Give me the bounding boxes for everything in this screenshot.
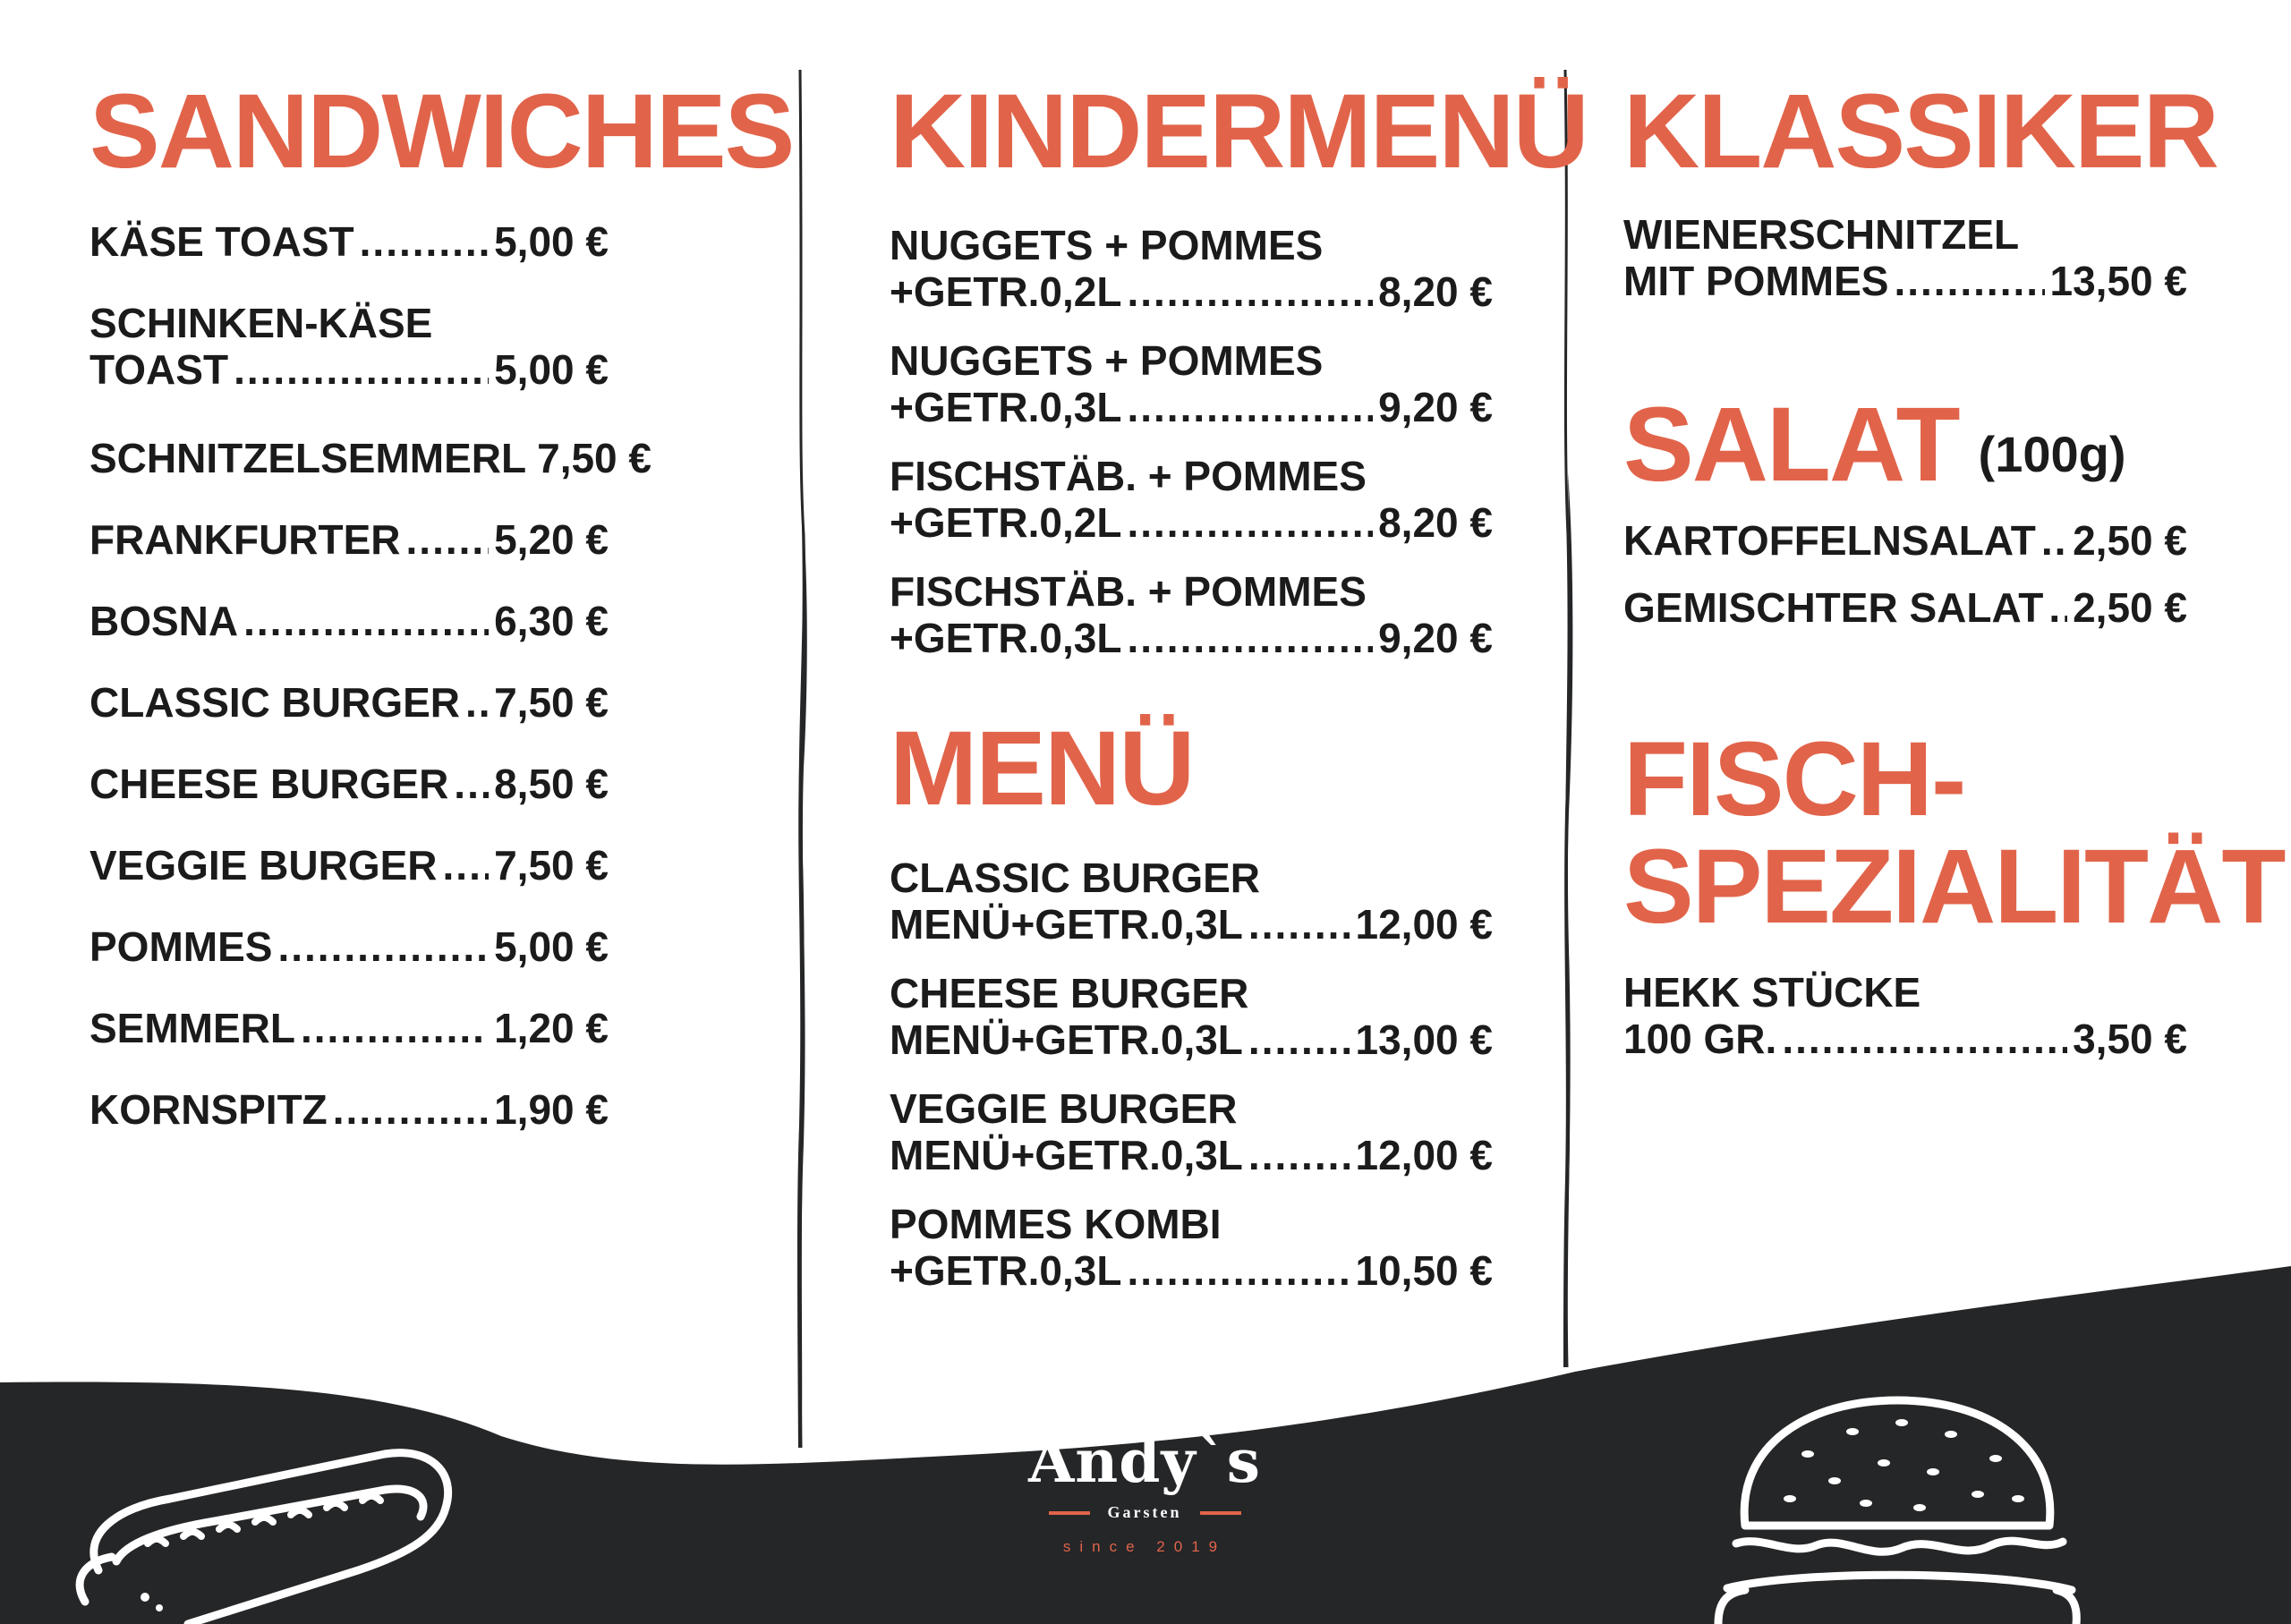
item-price: 5,00 € (494, 923, 609, 970)
menu-item-line (89, 923, 609, 970)
item-name: FRANKFURTER (89, 516, 401, 563)
leader-dots (1127, 384, 1373, 430)
menu-item-line (89, 842, 609, 889)
item-name: NUGGETS + POMMES (890, 222, 1324, 268)
leader-dots (234, 346, 489, 393)
item-name: TOAST (89, 346, 229, 393)
item-name: MIT POMMES (1623, 258, 1889, 304)
menu-item-line (89, 1005, 609, 1051)
item-price: 5,00 € (494, 218, 609, 265)
menu-item-line (890, 855, 1493, 901)
item-name: NUGGETS + POMMES (890, 337, 1324, 384)
menu-item-line (890, 1247, 1493, 1294)
menu-item (890, 222, 1493, 315)
menu-item-line (890, 615, 1493, 661)
fisch-title-line2: SPEZIALITÄT (1623, 828, 2285, 946)
item-name: KARTOFFELNSALAT (1623, 517, 2036, 564)
logo-since: since 2019 (1062, 1538, 1227, 1555)
menu-item (890, 855, 1493, 948)
menu-item (89, 842, 609, 889)
menu-item (1623, 211, 2187, 304)
logo-bar-left (1049, 1511, 1090, 1515)
menu-item (89, 598, 609, 644)
menu-item (89, 1086, 609, 1133)
fisch-title-line1: FISCH- (1623, 720, 1965, 838)
hotdog-icon (63, 1436, 456, 1624)
menu-item-line (890, 1132, 1493, 1178)
salat-title-text: SALAT (1623, 386, 1959, 504)
item-price: 8,50 € (494, 761, 609, 807)
item-price: 5,20 € (494, 516, 609, 563)
leader-dots (465, 679, 489, 726)
logo-location-row (1015, 1503, 1274, 1522)
menu-item-line (890, 384, 1493, 430)
menu-item (89, 435, 652, 481)
menu-item-line (890, 222, 1493, 268)
menu-item (89, 516, 609, 563)
item-name: VEGGIE BURGER (89, 842, 438, 889)
menu-item-line (89, 346, 609, 393)
menu-item (890, 1085, 1493, 1178)
item-name: HEKK STÜCKE (1623, 969, 1921, 1016)
andys-logo (1015, 1426, 1274, 1556)
leader-dots (301, 1005, 489, 1051)
item-price: 6,30 € (494, 598, 609, 644)
item-price: 2,50 € (2073, 517, 2187, 564)
item-price: 7,50 € (537, 435, 652, 481)
leader-dots (1782, 1016, 2067, 1062)
item-price: 9,20 € (1378, 384, 1493, 430)
menu-item-line (89, 435, 652, 481)
item-price: 3,50 € (2073, 1016, 2187, 1062)
item-name: SCHINKEN-KÄSE (89, 300, 433, 346)
item-price: 5,00 € (494, 346, 609, 393)
item-name: MENÜ+GETR.0,3L (890, 1016, 1243, 1063)
item-price: 1,90 € (494, 1086, 609, 1133)
leader-dots (1248, 1016, 1350, 1063)
menu-item-line (1623, 258, 2187, 304)
menu-item-line (1623, 211, 2187, 258)
leader-dots (454, 761, 489, 807)
item-price: 2,50 € (2073, 584, 2187, 631)
salat-title-suffix: (100g) (1978, 426, 2126, 482)
kindermenu-title: KINDERMENÜ (890, 72, 1588, 191)
menu-item-line (1623, 517, 2187, 564)
item-name: GEMISCHTER SALAT (1623, 584, 2044, 631)
klassiker-title: KLASSIKER (1623, 72, 2218, 191)
menu-item-line (89, 679, 609, 726)
menu-item (89, 300, 609, 393)
menu-item (89, 218, 609, 265)
item-price: 13,00 € (1355, 1016, 1493, 1063)
item-name: MENÜ+GETR.0,3L (890, 901, 1243, 948)
menu-item (1623, 584, 2187, 631)
leader-dots (1894, 258, 2044, 304)
item-name: KÄSE TOAST (89, 218, 354, 265)
item-name: CLASSIC BURGER (890, 855, 1261, 901)
item-name: BOSNA (89, 598, 239, 644)
item-price: 1,20 € (494, 1005, 609, 1051)
menu-item (89, 1005, 609, 1051)
item-name: VEGGIE BURGER (890, 1085, 1238, 1132)
menu-item-line (890, 453, 1493, 499)
item-name: WIENERSCHNITZEL (1623, 211, 2020, 258)
item-name: MENÜ+GETR.0,3L (890, 1132, 1243, 1178)
item-name: FISCHSTÄB. + POMMES (890, 568, 1367, 615)
menu-item (890, 568, 1493, 661)
salat-title (1623, 386, 2126, 504)
menu-item-line (89, 1086, 609, 1133)
logo-name: Andy`s (1028, 1426, 1261, 1496)
item-name: +GETR.0,3L (890, 1247, 1122, 1294)
item-name: CHEESE BURGER (89, 761, 449, 807)
menu-item-line (890, 568, 1493, 615)
menu-title: MENÜ (890, 710, 1194, 828)
leader-dots (243, 598, 489, 644)
menu-item-line (890, 901, 1493, 948)
item-name: SEMMERL (89, 1005, 295, 1051)
item-name: POMMES (89, 923, 273, 970)
menu-item-line (89, 598, 609, 644)
menu-item (890, 337, 1493, 430)
menu-item (1623, 517, 2187, 564)
item-price: 12,00 € (1355, 1132, 1493, 1178)
leader-dots (1127, 268, 1373, 315)
menu-item-line (1623, 584, 2187, 631)
item-name: +GETR.0,3L (890, 384, 1122, 430)
leader-dots (333, 1086, 489, 1133)
leader-dots (1127, 499, 1373, 546)
menu-item (890, 970, 1493, 1063)
item-price: 10,50 € (1355, 1247, 1493, 1294)
menu-item-line (89, 516, 609, 563)
item-name: +GETR.0,3L (890, 615, 1122, 661)
item-name: KORNSPITZ (89, 1086, 328, 1133)
menu-item-line (890, 970, 1493, 1016)
sandwiches-title: SANDWICHES (89, 72, 794, 191)
item-name: POMMES KOMBI (890, 1201, 1222, 1247)
item-price: 7,50 € (494, 842, 609, 889)
menu-item-line (89, 218, 609, 265)
item-name: CLASSIC BURGER (89, 679, 461, 726)
item-name: +GETR.0,2L (890, 268, 1122, 315)
menu-item-line (890, 337, 1493, 384)
item-name: 100 GR. (1623, 1016, 1777, 1062)
item-price: 7,50 € (494, 679, 609, 726)
menu-item (89, 679, 609, 726)
leader-dots (2048, 584, 2067, 631)
item-price: 8,20 € (1378, 268, 1493, 315)
leader-dots (1248, 901, 1350, 948)
menu-item-line (89, 300, 609, 346)
item-name: SCHNITZELSEMMERL (89, 435, 527, 481)
menu-item (890, 453, 1493, 546)
menu-item-line (890, 1201, 1493, 1247)
menu-item (1623, 969, 2187, 1062)
leader-dots (406, 516, 490, 563)
menu-item (89, 923, 609, 970)
item-price: 13,50 € (2049, 258, 2187, 304)
logo-location: Garsten (1107, 1503, 1182, 1521)
item-name: FISCHSTÄB. + POMMES (890, 453, 1367, 499)
logo-bar-right (1200, 1511, 1241, 1515)
leader-dots (1248, 1132, 1350, 1178)
menu-item-line (89, 761, 609, 807)
menu-item-line (1623, 1016, 2187, 1062)
item-name: +GETR.0,2L (890, 499, 1122, 546)
menu-item (890, 1201, 1493, 1294)
burger-icon (1709, 1391, 2085, 1624)
menu-item-line (890, 1085, 1493, 1132)
item-price: 9,20 € (1378, 615, 1493, 661)
item-name: CHEESE BURGER (890, 970, 1249, 1016)
menu-item (89, 761, 609, 807)
leader-dots (2041, 517, 2067, 564)
leader-dots (360, 218, 489, 265)
item-price: 12,00 € (1355, 901, 1493, 948)
leader-dots (1127, 1247, 1350, 1294)
column-divider-left (795, 70, 807, 1448)
leader-dots (277, 923, 489, 970)
menu-item-line (890, 1016, 1493, 1063)
item-price: 8,20 € (1378, 499, 1493, 546)
column-divider-right (1561, 70, 1573, 1448)
leader-dots (1127, 615, 1373, 661)
menu-item-line (1623, 969, 2187, 1016)
menu-item-line (890, 499, 1493, 546)
menu-item-line (890, 268, 1493, 315)
leader-dots (443, 842, 490, 889)
